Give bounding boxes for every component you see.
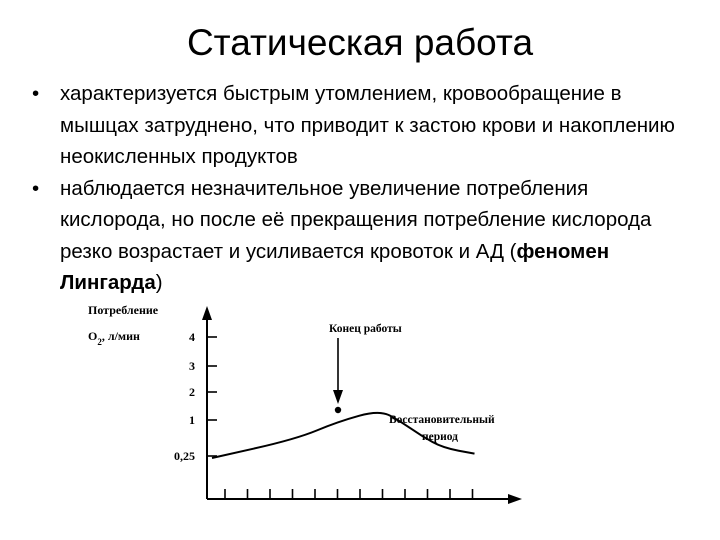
y-tick-label: 2 (189, 385, 195, 399)
y-axis-label-line2 (88, 329, 140, 347)
y-tick-label: 1 (189, 413, 195, 427)
y-axis-label-sub: 2 (97, 337, 102, 347)
bullet-text: наблюдается незначительное увеличение потребления кислорода, но после её прекращения потребление кислорода резко возрастает и усиливается кровоток и АД ( (60, 176, 652, 263)
annotation-recovery-line1: Восстановительный (389, 414, 495, 426)
y-tick-label: 0,25 (174, 449, 195, 463)
y-axis-label-line1: Потребление (88, 303, 159, 317)
bullet-text: характеризуется быстрым утомлением, кровообращение в мышцах затруднено, что приводит к застою крови и накоплению неокисленных продуктов (60, 82, 675, 168)
annotation-end-of-work: Конец работы (329, 323, 402, 335)
bullet-item (28, 173, 698, 299)
oxygen-consumption-chart (80, 292, 540, 514)
y-axis-label-unit: , л/мин (101, 329, 140, 343)
slide-title: Статическая работа (186, 22, 534, 63)
work-end-point (335, 407, 341, 413)
bullet-dot-icon: • (32, 82, 40, 105)
bullet-list (28, 78, 698, 299)
annotation-recovery-line2: период (422, 431, 458, 443)
bullet-item (28, 78, 698, 173)
y-tick-label: 3 (189, 359, 195, 373)
bullet-bold-term: феномен Лингарда (60, 239, 610, 294)
y-axis-arrow-icon (202, 306, 212, 320)
x-axis-arrow-icon (508, 494, 522, 504)
y-tick-label: 4 (189, 330, 195, 344)
bullet-text-end: ) (155, 271, 163, 294)
y-axis-label-o: O (88, 329, 98, 343)
down-arrow-icon (333, 390, 343, 404)
bullet-dot-icon: • (32, 176, 40, 200)
